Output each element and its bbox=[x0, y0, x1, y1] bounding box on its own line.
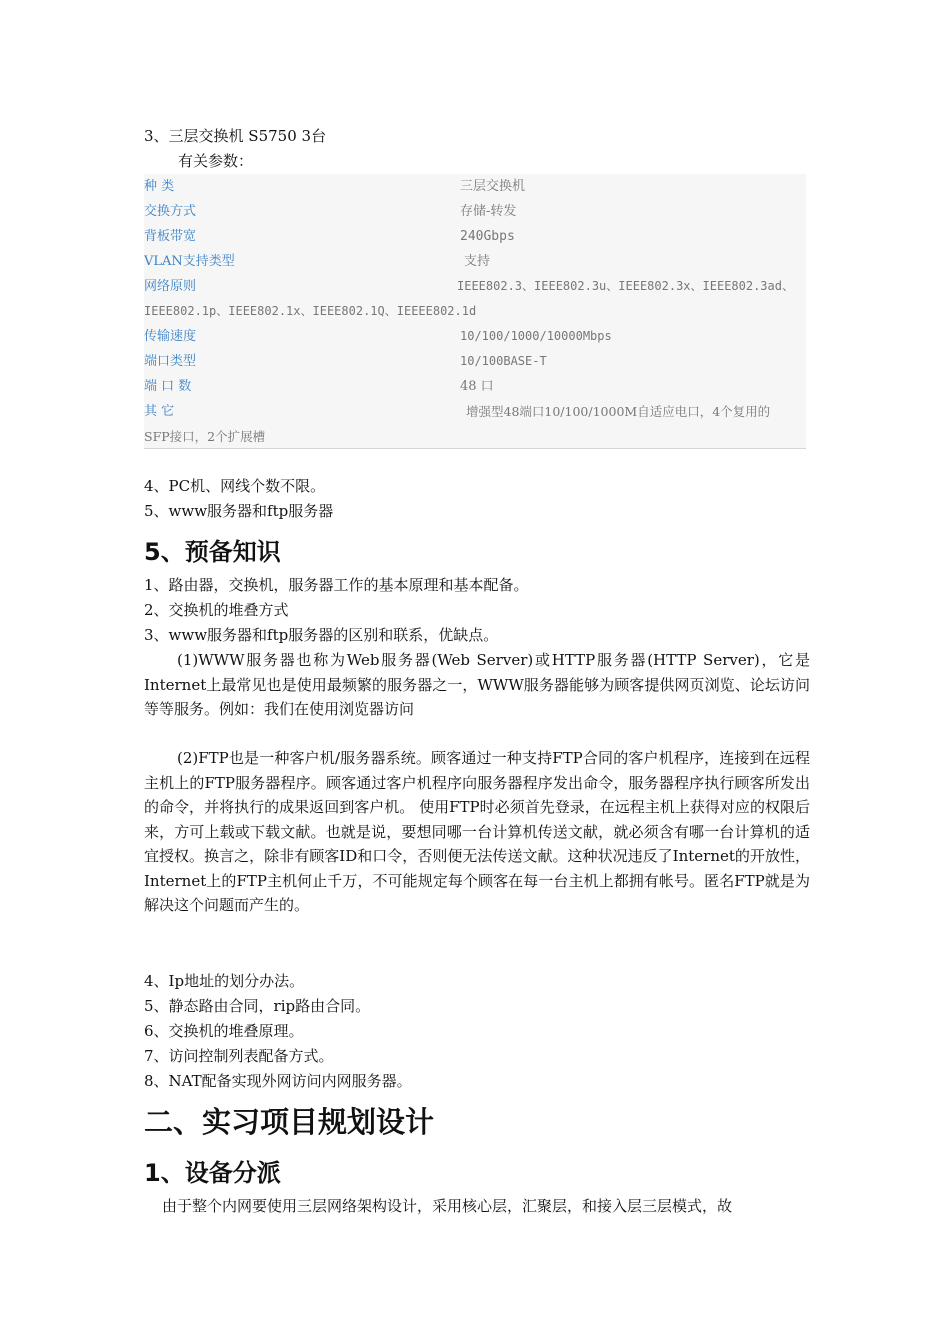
spec-row-other bbox=[144, 399, 806, 424]
spec-key: 网络原则 bbox=[144, 279, 197, 294]
list-item: 8、NAT配备实现外网访问内网服务器。 bbox=[144, 1072, 412, 1090]
list-item: 7、访问控制列表配备方式。 bbox=[144, 1047, 334, 1065]
spec-row-protocol bbox=[144, 274, 806, 299]
spec-key: VLAN支持类型 bbox=[144, 254, 235, 269]
list-item: 2、交换机的堆叠方式 bbox=[144, 601, 289, 619]
spec-value-continued: SFP接口，2个扩展槽 bbox=[144, 429, 266, 444]
spec-key: 其 它 bbox=[144, 404, 175, 419]
spec-row-backplane bbox=[144, 224, 806, 249]
spec-value: 存储-转发 bbox=[460, 204, 517, 219]
spec-key: 种 类 bbox=[144, 179, 175, 194]
spec-value: 三层交换机 bbox=[460, 179, 526, 194]
list-item: 4、PC机、网线个数不限。 bbox=[144, 477, 326, 495]
list-item: 5、www服务器和ftp服务器 bbox=[144, 502, 334, 520]
spec-row-switching bbox=[144, 199, 806, 224]
spec-row-type bbox=[144, 174, 806, 199]
spec-value-continued: IEEE802.1p、IEEE802.1x、IEEE802.1Q、IEEEE802.1d bbox=[144, 304, 477, 318]
spec-table bbox=[144, 174, 806, 449]
spec-value: 增强型48端口10/100/1000M自适应电口，4个复用的 bbox=[466, 404, 771, 419]
spec-row-port-count bbox=[144, 374, 806, 399]
spec-row-other-cont bbox=[144, 424, 806, 449]
spec-value: IEEE802.3、IEEE802.3u、IEEE802.3x、IEEE802.3ad、 bbox=[457, 279, 794, 293]
list-item: 5、静态路由合同，rip路由合同。 bbox=[144, 997, 371, 1015]
spec-row-port-type bbox=[144, 349, 806, 374]
spec-value: 240Gbps bbox=[460, 229, 515, 244]
spec-value: 48 口 bbox=[460, 379, 494, 394]
paragraph-ftp: (2)FTP也是一种客户机/服务器系统。顾客通过一种支持FTP合同的客户机程序，连接到在远程主机上的FTP服务器程序。顾客通过客户机程序向服务器程序发出命令，服务器程序执行顾客所发出的命令，并将执行的成果返回到客户机。 使用FTP时必须首先登录，在远程主机上获得对应的权限后来，方可上载或下载文献。也就是说，要想同哪一台计算机传送文献，就必须含有哪一台计算机的适宜授权。换言之，除非有顾客ID和口令，否则便无法传送文献。这种状况违反了Internet的开放性，Internet上的FTP主机何止千万，不可能规定每个顾客在每一台主机上都拥有帐号。匿名FTP就是为解决这个问题而产生的。 bbox=[144, 749, 810, 914]
section-heading: 5、预备知识 bbox=[144, 538, 281, 566]
item3-title: 3、三层交换机 S5750 3台 bbox=[144, 127, 327, 145]
list-item: 1、路由器，交换机，服务器工作的基本原理和基本配备。 bbox=[144, 576, 529, 594]
spec-key: 端 口 数 bbox=[144, 379, 192, 394]
spec-value: 10/100BASE-T bbox=[460, 354, 547, 368]
list-item: 6、交换机的堆叠原理。 bbox=[144, 1022, 304, 1040]
spec-key: 交换方式 bbox=[144, 204, 197, 219]
spec-row-vlan bbox=[144, 249, 806, 274]
params-label: 有关参数： bbox=[178, 152, 254, 170]
spec-row-speed bbox=[144, 324, 806, 349]
spec-key: 端口类型 bbox=[144, 354, 197, 369]
chapter-heading: 二、实习项目规划设计 bbox=[144, 1105, 435, 1139]
list-item: 4、Ip地址的划分办法。 bbox=[144, 972, 305, 990]
spec-key: 传输速度 bbox=[144, 329, 197, 344]
spec-value: 10/100/1000/10000Mbps bbox=[460, 329, 612, 343]
spec-key: 背板带宽 bbox=[144, 229, 197, 244]
intro-paragraph: 由于整个内网要使用三层网络架构设计，采用核心层，汇聚层，和接入层三层模式，故 bbox=[162, 1197, 733, 1215]
subsection-heading: 1、设备分派 bbox=[144, 1159, 281, 1187]
paragraph-www: (1)WWW服务器也称为Web服务器(Web Server)或HTTP服务器(HTTP Server)，它是Internet上最常见也是使用最频繁的服务器之一，WWW服务器能够为顾客提供网页浏览、论坛访问等等服务。例如：我们在使用浏览器访问 bbox=[144, 651, 810, 718]
list-item: 3、www服务器和ftp服务器的区别和联系，优缺点。 bbox=[144, 626, 499, 644]
spec-row-protocol-cont bbox=[144, 299, 806, 324]
spec-value: 支持 bbox=[464, 254, 491, 269]
